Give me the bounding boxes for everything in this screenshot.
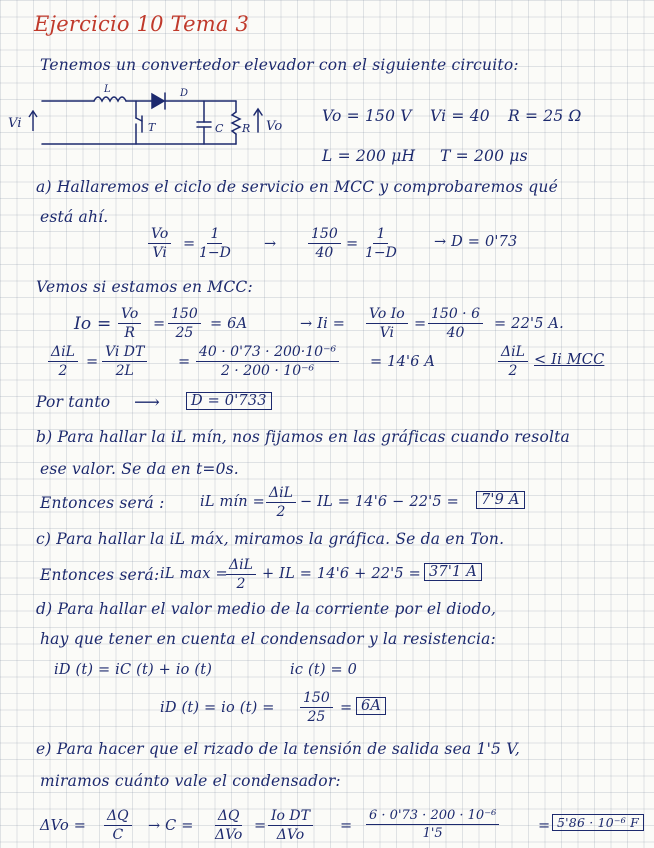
ilmax-result: 37'1 A [424,563,482,581]
circuit-t-label: T [148,121,156,134]
frac-150-25: $\frac{150}{25}$ [168,306,201,341]
frac-vo-vi: $\frac{Vo}{Vi}$ [148,226,171,261]
ilmax-calc: + IL = 14'6 + 22'5 = [262,566,421,582]
eq-id-io: iD (t) = io (t) = [160,700,275,716]
circuit-l-label: L [104,84,111,95]
frac-vo-r: $\frac{Vo}{R}$ [118,306,141,341]
circuit-vo-label: Vo [266,119,283,134]
param-vi: Vi = 40 [430,107,490,125]
part-e-text-2: miramos cuánto vale el condensador: [40,772,341,790]
part-e-text-1: e) Para hacer que el rizado de la tensión de salida sea 1'5 V, [36,740,521,758]
intro-text: Tenemos un convertedor elevador con el siguiente circuito: [40,56,519,74]
boost-circuit-diagram [36,88,296,150]
dvo-label: ΔVo = [40,818,87,834]
param-l: L = 200 μH [322,147,416,165]
part-a-text-2: está ahí. [40,208,109,226]
part-c-text-1: c) Para hallar la iL máx, miramos la gráfica. Se da en Ton. [36,530,505,548]
vi-arrow-icon [28,110,38,132]
eq-ic: ic (t) = 0 [290,662,358,678]
frac-delta-il-2: ΔiL 2 [48,344,78,379]
c-result: 5'86 · 10⁻⁶ F [552,814,644,831]
frac-150x6-40: $\frac{150 \cdot 6}{40}$ [428,306,483,341]
final-d-result: D = 0'733 [186,392,272,410]
part-d-text-1: d) Para hallar el valor medio de la corriente por el diodo, [36,600,497,618]
frac-vo-io-vi: $\frac{\text{Vo Io}}{Vi}$ [366,306,408,341]
param-vo: Vo = 150 V [322,107,412,125]
io-result: = 6A [210,316,248,332]
frac-vidt-2l: $\frac{\text{Vi DT}}{2L}$ [102,344,147,379]
frac-dq-dvo: ΔQ ΔVo [215,808,243,843]
ii-result: = 22'5 A. [494,316,564,332]
part-a-text-1: a) Hallaremos el ciclo de servicio en MCC y comprobaremos qué [36,178,558,196]
di-result: = 14'6 A [370,354,436,370]
circuit-c-label: C [215,122,224,135]
ii-arrow: → Ii = [300,316,346,332]
frac-150-25-d: $\frac{150}{25}$ [300,690,333,725]
por-tanto-text: Por tanto [36,393,111,411]
arrow-icon: ⟶ [134,392,161,413]
frac-delta-il-2-c: ΔiL 2 [226,557,256,592]
arrow-a1: → [264,236,277,252]
frac-numeric-calc: $\frac{\text{40 · 0'73 · 200·10⁻⁶}}{\text{2 · 200 · 10⁻⁶}}$ [196,344,339,379]
part-b-entonces: Entonces será : [40,494,165,512]
circuit-r-label: R [242,122,251,135]
part-c-entonces: Entonces será: [40,566,160,584]
frac-150-40: $\frac{150}{40}$ [308,226,341,261]
frac-numeric-c: $\frac{\text{6 · 0'73 · 200 · 10⁻⁶}}{1'5}$ [366,808,499,841]
ilmax-label: iL max = [160,566,228,582]
io-label: Io = [74,314,112,334]
frac-delta-il-2-b: ΔiL 2 [266,485,296,520]
arrow-c: → C = [148,818,194,834]
circuit-d-label: D [180,88,189,99]
mcc-condition: < Ii MCC [534,352,605,368]
mcc-text: Vemos si estamos en MCC: [36,278,253,296]
eq-id: iD (t) = iC (t) + io (t) [54,662,213,678]
ilmin-result: 7'9 A [476,491,525,509]
ilmin-label: iL mín = [200,494,265,510]
ilmin-calc: − IL = 14'6 − 22'5 = [300,494,459,510]
circuit-vi-label: Vi [8,116,22,131]
d-result: → D = 0'73 [434,234,518,250]
part-b-text-1: b) Para hallar la iL mín, nos fijamos en las gráficas cuando resolta [36,428,571,446]
part-b-text-2: ese valor. Se da en t=0s. [40,460,239,478]
param-t: T = 200 μs [440,147,528,165]
param-r: R = 25 Ω [508,107,582,125]
part-d-text-2: hay que tener en cuenta el condensador y la resistencia: [40,630,496,648]
frac-1-over-1-d: $\frac{1}{1-D}$ [199,226,231,261]
page-title: Ejercicio 10 Tema 3 [34,12,250,36]
id-result: 6A [356,697,386,715]
frac-io-dt-dvo: Io DT ΔVo [268,808,313,843]
frac-1-over-1-d-b: $\frac{1}{1-D}$ [365,226,397,261]
frac-cond: ΔiL 2 [498,344,528,379]
frac-dq-c: $\frac{\Delta Q}{C}$ [104,808,132,843]
